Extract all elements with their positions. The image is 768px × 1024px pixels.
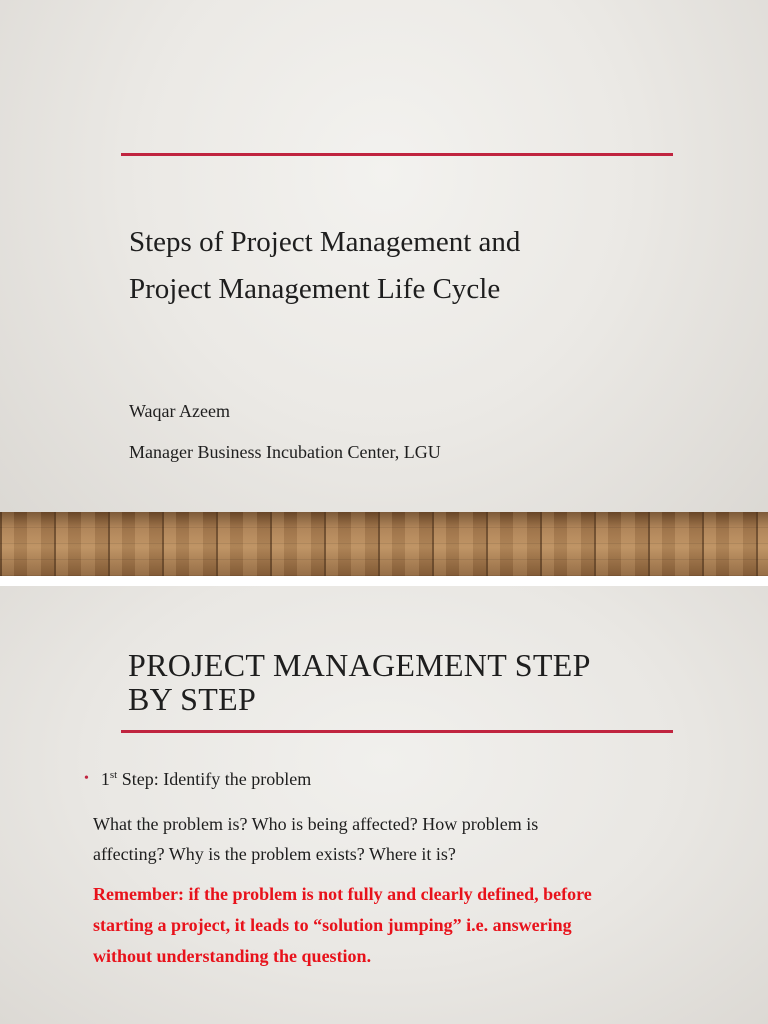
problem-questions xyxy=(93,809,653,869)
slide-separator xyxy=(0,576,768,586)
questions-line-2: affecting? Why is the problem exists? Where it is? xyxy=(93,844,456,864)
slide-heading xyxy=(128,648,688,716)
title-line-2: Project Management Life Cycle xyxy=(129,273,501,305)
bullet-item-step-1 xyxy=(84,769,311,790)
heading-line-2: BY STEP xyxy=(128,681,257,717)
remember-note xyxy=(93,879,693,972)
step-text: Step: Identify the problem xyxy=(117,769,312,789)
title-line-1: Steps of Project Management and xyxy=(129,226,521,258)
remember-line-2: starting a project, it leads to “solution jumping” i.e. answering xyxy=(93,915,572,935)
title-accent-rule xyxy=(121,153,673,156)
author-name: Waqar Azeem xyxy=(129,401,230,421)
remember-line-3: without understanding the question. xyxy=(93,946,372,966)
wooden-floor-decoration xyxy=(0,512,768,576)
remember-line-1: Remember: if the problem is not fully and clearly defined, before xyxy=(93,884,592,904)
step-number: 1 xyxy=(100,769,110,789)
bullet-icon: • xyxy=(84,771,89,786)
author-position: Manager Business Incubation Center, LGU xyxy=(129,442,441,462)
heading-line-1: PROJECT MANAGEMENT STEP xyxy=(128,647,591,683)
presentation-title xyxy=(129,219,689,313)
questions-line-1: What the problem is? Who is being affected? How problem is xyxy=(93,814,539,834)
step-ordinal-suffix: st xyxy=(109,769,118,781)
slide-steps xyxy=(0,586,768,1024)
heading-accent-rule xyxy=(121,730,673,733)
